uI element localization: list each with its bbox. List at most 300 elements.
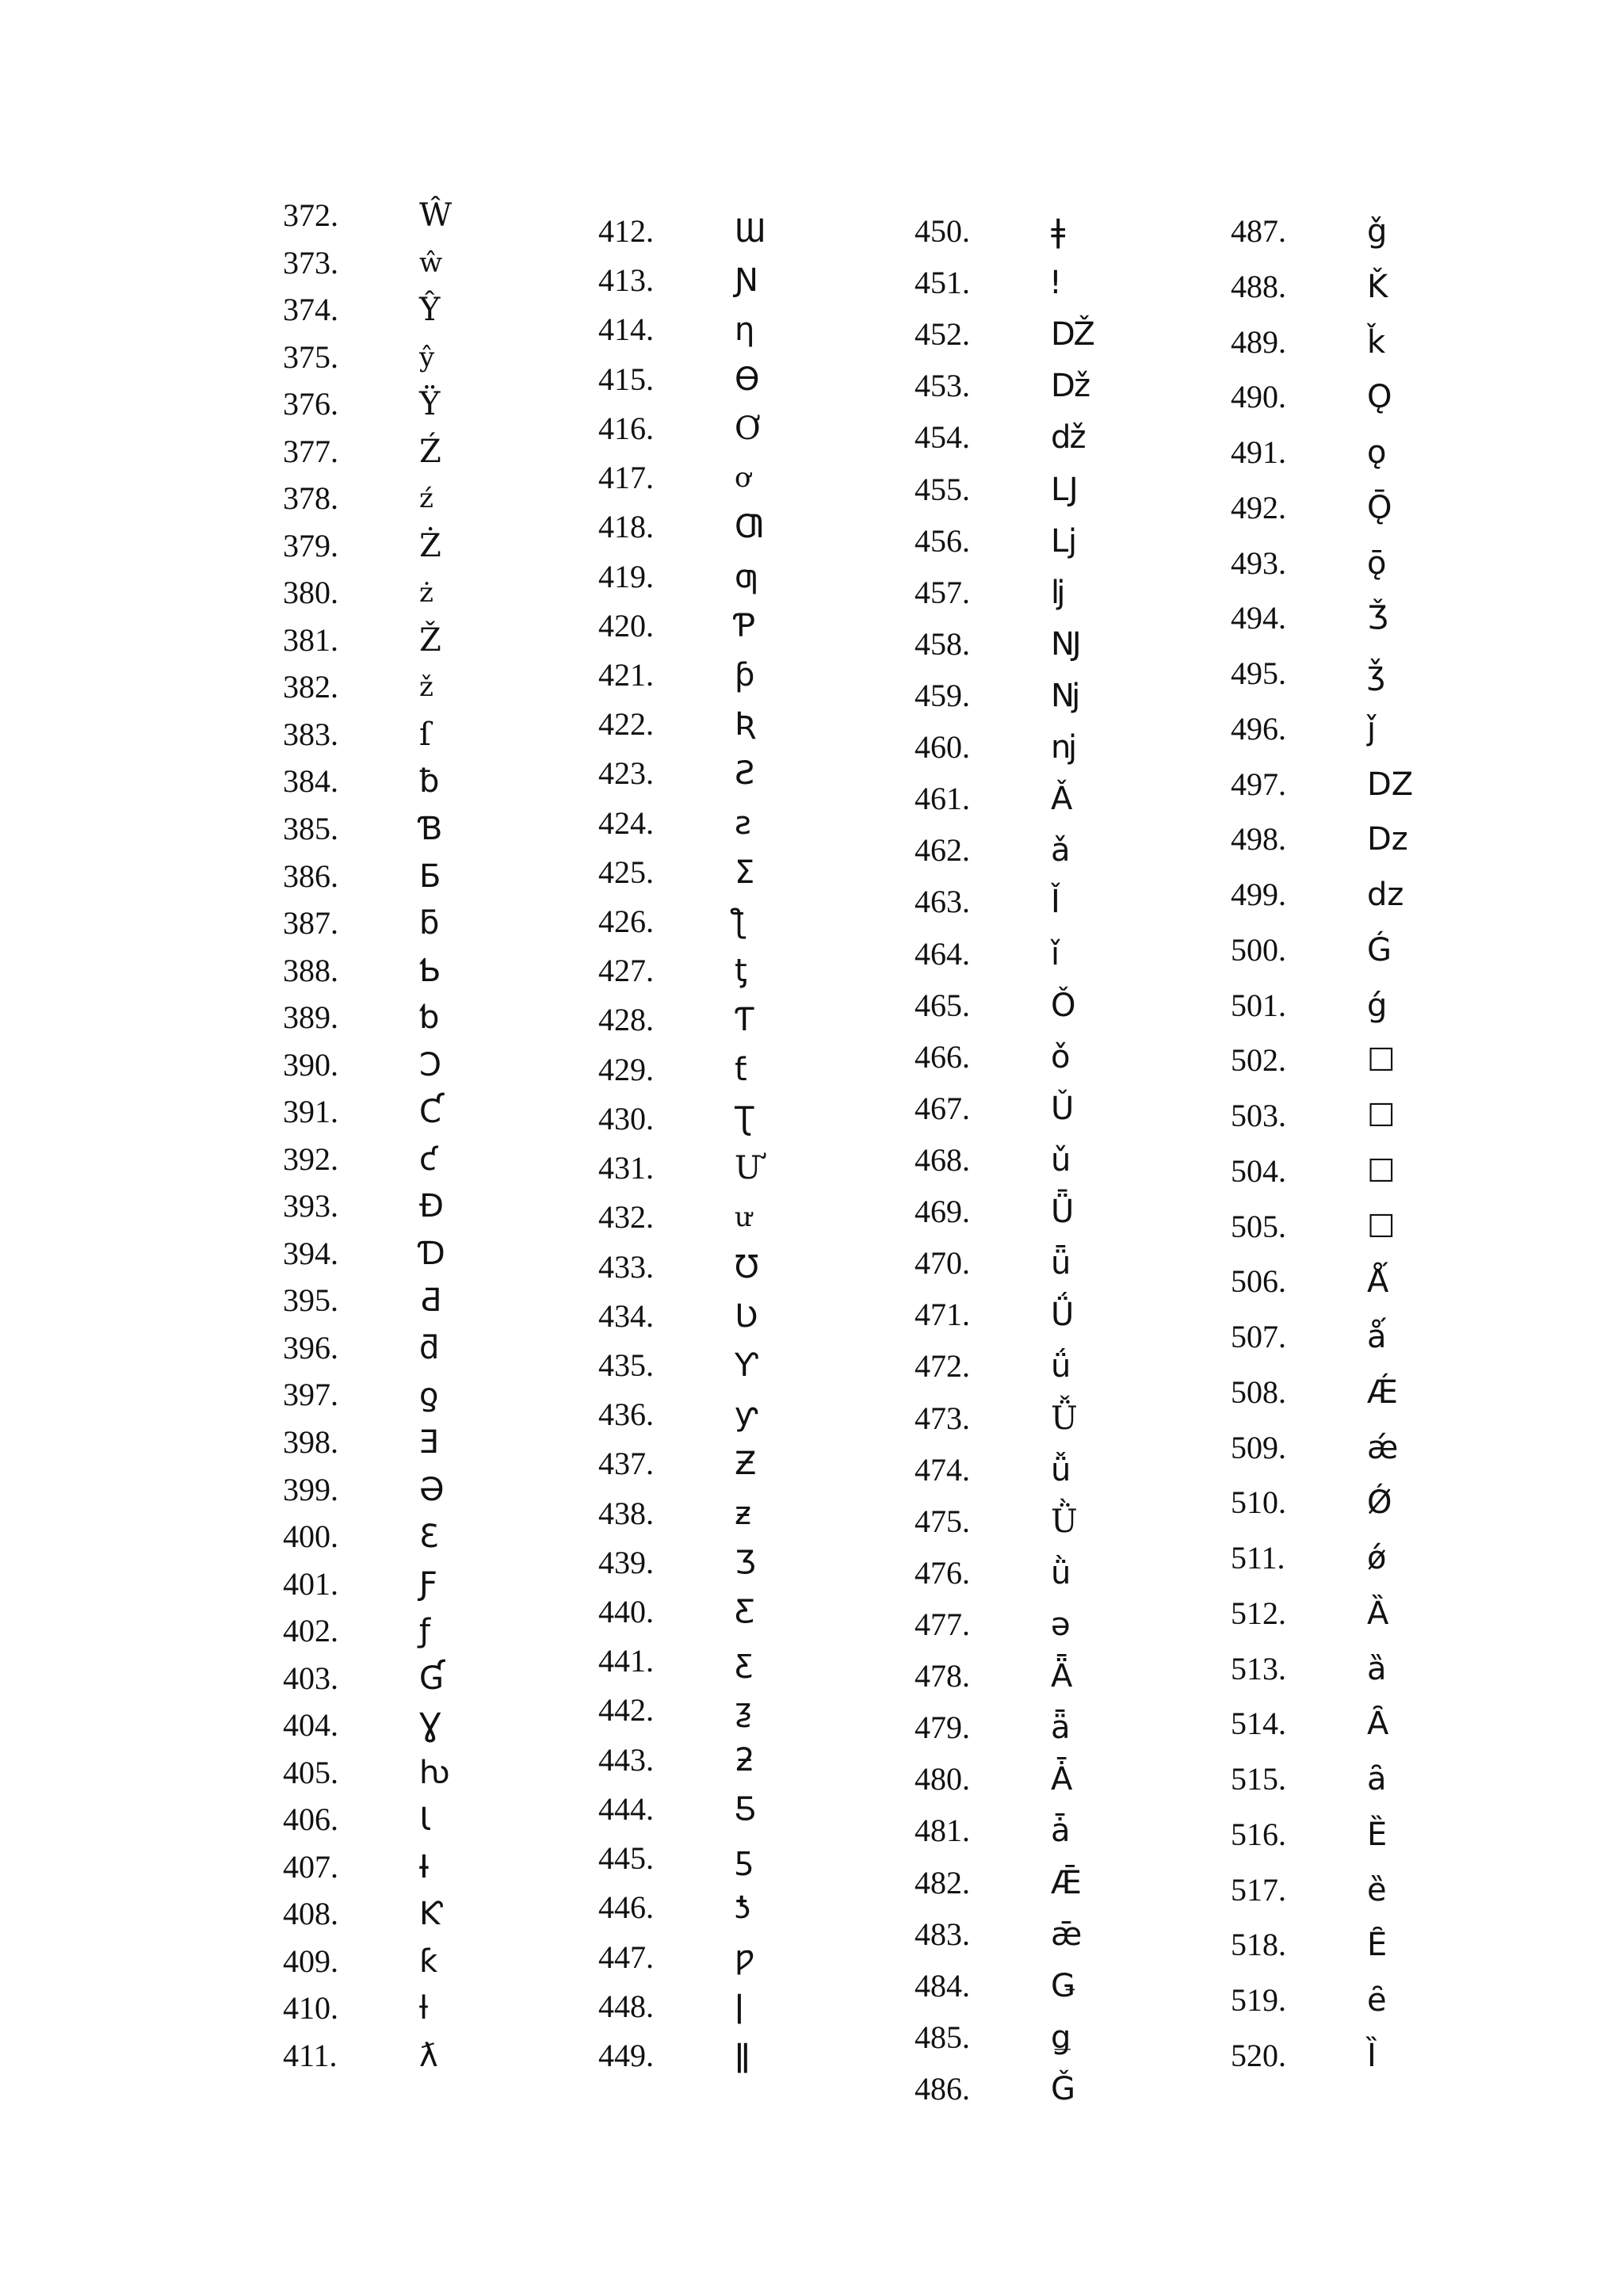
entry-number: 477.	[915, 1606, 970, 1642]
list-item	[283, 527, 600, 575]
entry-number: 434.	[598, 1298, 654, 1334]
entry-number: 480.	[915, 1761, 970, 1797]
list-item	[915, 1864, 1232, 1912]
entry-number: 518.	[1231, 1927, 1286, 1962]
list-item	[915, 1451, 1232, 1499]
entry-number: 423.	[598, 755, 654, 791]
entry-character: ☐	[1367, 1042, 1396, 1079]
entry-number: 463.	[915, 884, 970, 919]
entry-number: 382.	[283, 669, 338, 705]
list-item	[283, 1943, 600, 1990]
entry-character: Đ	[419, 1188, 444, 1224]
entry-number: 381.	[283, 622, 338, 658]
entry-number: 430.	[598, 1101, 654, 1137]
list-item	[598, 1544, 915, 1591]
list-item	[915, 728, 1232, 776]
entry-character: Ź	[419, 434, 441, 470]
list-item	[598, 1198, 915, 1246]
list-item	[1231, 1981, 1548, 2029]
entry-number: 452.	[915, 316, 970, 352]
entry-number: 380.	[283, 575, 338, 610]
entry-character: Ƌ	[419, 1282, 441, 1319]
entry-character: ǟ	[1051, 1710, 1071, 1746]
entry-number: 501.	[1231, 988, 1286, 1023]
list-item	[915, 1296, 1232, 1343]
list-item	[915, 1193, 1232, 1240]
list-item	[283, 574, 600, 621]
list-item	[1231, 1595, 1548, 1642]
entry-number: 494.	[1231, 600, 1286, 636]
entry-number: 484.	[915, 1968, 970, 2004]
list-item	[1231, 1484, 1548, 1531]
list-item	[915, 418, 1232, 466]
list-item	[1231, 1760, 1548, 1808]
entry-number: 455.	[915, 472, 970, 507]
list-item	[1231, 1373, 1548, 1421]
entry-character: Ɣ	[419, 1707, 441, 1744]
list-item	[598, 212, 915, 260]
entry-number: 453.	[915, 368, 970, 403]
list-item	[283, 1754, 600, 1801]
list-item	[283, 2037, 600, 2084]
list-item	[1231, 1705, 1548, 1752]
entry-character: Ɔ	[419, 1047, 442, 1083]
entry-character: Ż	[419, 528, 441, 564]
list-item	[915, 2070, 1232, 2118]
entry-number: 516.	[1231, 1817, 1286, 1852]
list-item	[915, 1038, 1232, 1086]
list-item	[915, 625, 1232, 673]
entry-character: Ȇ	[1367, 1927, 1388, 1963]
entry-number: 503.	[1231, 1098, 1286, 1133]
list-item	[915, 471, 1232, 518]
entry-number: 404.	[283, 1707, 338, 1743]
list-item	[283, 1235, 600, 1282]
entry-number: 429.	[598, 1052, 654, 1087]
list-item	[598, 459, 915, 506]
entry-character: ź	[419, 483, 433, 514]
entry-character: Ɲ	[735, 262, 758, 299]
entry-character: ǖ	[1051, 1245, 1071, 1282]
entry-number: 379.	[283, 528, 338, 563]
entry-number: 478.	[915, 1658, 970, 1694]
list-item	[915, 1812, 1232, 1859]
list-item	[598, 2037, 915, 2084]
entry-number: 426.	[598, 904, 654, 939]
entry-character: ǿ	[1367, 1540, 1387, 1576]
list-item	[283, 1895, 600, 1943]
entry-character: ƈ	[419, 1141, 437, 1178]
entry-character: Ǯ	[1367, 600, 1388, 636]
entry-character: Ɵ	[735, 361, 760, 398]
entry-character: ƒ	[419, 1613, 431, 1649]
entry-character: Ǧ	[1051, 2071, 1075, 2107]
entry-character: ǐ	[1051, 936, 1060, 972]
entry-character: Ʀ	[735, 706, 757, 743]
list-item	[1231, 1318, 1548, 1366]
table-column-1	[283, 0, 600, 2296]
entry-number: 499.	[1231, 877, 1286, 912]
entry-number: 459.	[915, 678, 970, 713]
entry-character: Ƴ	[735, 1347, 758, 1384]
list-item	[598, 1001, 915, 1049]
list-item	[1231, 655, 1548, 702]
list-item	[915, 1760, 1232, 1808]
entry-number: 392.	[283, 1141, 338, 1177]
entry-number: 406.	[283, 1801, 338, 1837]
entry-number: 461.	[915, 781, 970, 816]
entry-number: 462.	[915, 832, 970, 868]
entry-character: Ƈ	[419, 1094, 441, 1130]
entry-number: 440.	[598, 1594, 654, 1629]
entry-character: Ȉ	[1367, 2038, 1377, 2074]
entry-number: 471.	[915, 1297, 970, 1332]
list-item	[915, 987, 1232, 1034]
entry-character: Ɗ	[419, 1236, 445, 1272]
entry-number: 385.	[283, 811, 338, 846]
list-item	[598, 1593, 915, 1641]
list-item	[915, 574, 1232, 621]
entry-character: ƪ	[735, 904, 746, 940]
list-item	[1231, 212, 1548, 260]
entry-number: 449.	[598, 2038, 654, 2073]
entry-character: Ʊ	[735, 1249, 759, 1286]
list-item	[283, 197, 600, 244]
entry-character: Ǵ	[1367, 932, 1392, 968]
list-item	[1231, 710, 1548, 758]
entry-character: Ǘ	[1051, 1297, 1075, 1333]
list-item	[598, 1839, 915, 1887]
list-item	[598, 1149, 915, 1197]
entry-number: 415.	[598, 361, 654, 397]
entry-number: 418.	[598, 509, 654, 544]
entry-character: Ȃ	[1367, 1706, 1389, 1742]
list-item	[283, 1612, 600, 1660]
entry-number: 509.	[1231, 1430, 1286, 1465]
entry-character: Ƨ	[735, 755, 755, 792]
entry-character: Ɯ	[735, 213, 766, 250]
entry-number: 493.	[1231, 545, 1286, 581]
entry-character: ǭ	[1367, 545, 1387, 582]
entry-number: 482.	[915, 1865, 970, 1901]
list-item	[283, 1471, 600, 1519]
entry-character: ƶ	[735, 1496, 751, 1532]
entry-character: ƺ	[735, 1692, 751, 1729]
entry-number: 508.	[1231, 1374, 1286, 1410]
entry-character: ƍ	[419, 1377, 439, 1413]
entry-character: Ŵ	[419, 197, 453, 234]
entry-character: ǌ	[1051, 729, 1076, 766]
entry-number: 373.	[283, 245, 338, 281]
entry-character: ǚ	[1051, 1452, 1071, 1488]
entry-number: 424.	[598, 805, 654, 841]
list-item	[283, 291, 600, 338]
list-item	[283, 1706, 600, 1754]
list-item	[283, 433, 600, 480]
entry-number: 435.	[598, 1347, 654, 1383]
entry-character: ☐	[1367, 1098, 1396, 1134]
entry-character: Ɨ	[419, 1849, 429, 1885]
list-item	[1231, 2037, 1548, 2084]
list-item	[915, 2019, 1232, 2066]
entry-number: 401.	[283, 1566, 338, 1602]
list-item	[598, 1790, 915, 1838]
list-item	[915, 1090, 1232, 1137]
list-item	[1231, 1816, 1548, 1863]
entry-character: ǀ	[735, 1988, 744, 2025]
entry-character: ǆ	[1051, 419, 1088, 456]
entry-character: ƽ	[735, 1840, 754, 1877]
list-item	[1231, 1208, 1548, 1255]
entry-character: ƿ	[735, 1939, 755, 1976]
entry-character: ǧ	[1367, 213, 1388, 250]
list-item	[283, 338, 600, 386]
entry-number: 507.	[1231, 1319, 1286, 1354]
entry-character: ǥ	[1051, 2019, 1071, 2056]
list-item	[283, 1187, 600, 1235]
entry-character: Ȅ	[1367, 1817, 1388, 1853]
list-item	[1231, 378, 1548, 426]
entry-number: 377.	[283, 434, 338, 469]
entry-character: Ǜ	[1051, 1503, 1078, 1540]
entry-character: ǫ	[1367, 434, 1387, 471]
list-item	[1231, 544, 1548, 592]
list-item	[1231, 1539, 1548, 1587]
entry-number: 419.	[598, 559, 654, 594]
list-item	[915, 1657, 1232, 1705]
entry-character: ǽ	[1367, 1430, 1399, 1466]
list-item	[915, 677, 1232, 724]
entry-character: Ƙ	[419, 1896, 443, 1932]
list-item	[283, 385, 600, 433]
entry-character: Ǩ	[1367, 269, 1388, 305]
entry-character: ǜ	[1051, 1555, 1071, 1591]
entry-number: 488.	[1231, 269, 1286, 304]
entry-character: Ə	[419, 1472, 445, 1508]
list-item	[915, 1141, 1232, 1189]
entry-character: DZ	[1367, 766, 1414, 803]
entry-number: 421.	[598, 657, 654, 693]
entry-number: 502.	[1231, 1042, 1286, 1078]
list-item	[1231, 931, 1548, 979]
entry-number: 454.	[915, 419, 970, 455]
entry-number: 394.	[283, 1236, 338, 1271]
entry-character: ȃ	[1367, 1761, 1387, 1797]
entry-character: Ǣ	[1051, 1865, 1082, 1901]
list-item	[283, 810, 600, 858]
entry-character: Ƥ	[735, 608, 756, 644]
entry-character: ƥ	[735, 657, 755, 693]
entry-number: 447.	[598, 1939, 654, 1975]
entry-character: Ƶ	[735, 1446, 757, 1482]
list-item	[915, 1400, 1232, 1447]
entry-character: ƀ	[419, 763, 440, 800]
entry-number: 408.	[283, 1896, 338, 1931]
list-item	[283, 668, 600, 716]
entry-number: 427.	[598, 953, 654, 988]
entry-character: ƙ	[419, 1943, 438, 1980]
entry-character: Dz	[1367, 821, 1408, 858]
entry-number: 504.	[1231, 1153, 1286, 1189]
entry-number: 387.	[283, 905, 338, 941]
entry-character: ž	[419, 671, 433, 703]
entry-character: Ǎ	[1051, 781, 1073, 817]
list-item	[283, 1848, 600, 1896]
entry-character: Ɛ	[419, 1519, 439, 1555]
entry-character: ƃ	[419, 905, 440, 942]
entry-number: 515.	[1231, 1761, 1286, 1797]
list-item	[1231, 1429, 1548, 1477]
entry-number: 420.	[598, 608, 654, 644]
list-item	[915, 935, 1232, 983]
list-item	[283, 1565, 600, 1613]
entry-number: 403.	[283, 1660, 338, 1696]
list-item	[283, 479, 600, 527]
list-item	[283, 1518, 600, 1565]
entry-character: ƹ	[735, 1643, 754, 1679]
entry-number: 384.	[283, 763, 338, 799]
list-item	[598, 607, 915, 655]
entry-number: 441.	[598, 1643, 654, 1679]
entry-number: 414.	[598, 311, 654, 347]
entry-number: 510.	[1231, 1484, 1286, 1520]
entry-number: 448.	[598, 1988, 654, 2024]
list-item	[598, 952, 915, 999]
list-item	[598, 1939, 915, 1986]
entry-number: 443.	[598, 1742, 654, 1778]
entry-number: 395.	[283, 1282, 338, 1318]
list-item	[915, 1916, 1232, 1963]
entry-number: 393.	[283, 1188, 338, 1224]
entry-number: 397.	[283, 1377, 338, 1412]
list-item	[915, 1503, 1232, 1550]
entry-number: 511.	[1231, 1540, 1285, 1576]
entry-character: ƕ	[419, 1755, 451, 1791]
list-item	[283, 952, 600, 999]
list-item	[283, 1282, 600, 1329]
entry-character: ǝ	[1051, 1606, 1071, 1643]
entry-character: Ǆ	[1051, 316, 1096, 353]
entry-number: 396.	[283, 1330, 338, 1366]
entry-number: 437.	[598, 1446, 654, 1481]
list-item	[283, 858, 600, 905]
entry-number: 519.	[1231, 1982, 1286, 2018]
entry-number: 409.	[283, 1943, 338, 1979]
table-column-2	[598, 0, 915, 2296]
entry-number: 407.	[283, 1849, 338, 1885]
list-item	[1231, 876, 1548, 923]
list-item	[1231, 1926, 1548, 1973]
entry-number: 487.	[1231, 213, 1286, 249]
entry-character: ƾ	[735, 1889, 751, 1926]
entry-number: 513.	[1231, 1651, 1286, 1687]
entry-character: Ơ	[735, 411, 761, 447]
entry-character: ư	[735, 1201, 752, 1233]
entry-number: 520.	[1231, 2038, 1286, 2073]
entry-number: 412.	[598, 213, 654, 249]
entry-character: ƞ	[735, 311, 755, 348]
list-item	[283, 621, 600, 669]
entry-number: 378.	[283, 480, 338, 516]
entry-character: Ƹ	[735, 1594, 756, 1630]
list-item	[598, 361, 915, 408]
list-item	[1231, 1097, 1548, 1144]
entry-character: Ǡ	[1051, 1761, 1073, 1797]
list-item	[598, 1889, 915, 1936]
entry-number: 428.	[598, 1002, 654, 1037]
entry-character: Ǭ	[1367, 490, 1392, 526]
entry-number: 444.	[598, 1791, 654, 1827]
entry-number: 517.	[1231, 1872, 1286, 1908]
entry-character: ☐	[1367, 1209, 1396, 1245]
entry-number: 422.	[598, 706, 654, 742]
entry-character: Ž	[419, 622, 441, 659]
entry-number: 388.	[283, 953, 338, 988]
entry-character: Ʈ	[735, 1101, 754, 1137]
entry-character: Ǽ	[1367, 1374, 1398, 1411]
entry-number: 456.	[915, 523, 970, 559]
list-item	[915, 883, 1232, 930]
entry-number: 512.	[1231, 1595, 1286, 1631]
entry-number: 405.	[283, 1755, 338, 1790]
entry-character: Ǉ	[1051, 472, 1078, 508]
list-item	[283, 1140, 600, 1188]
entry-number: 496.	[1231, 711, 1286, 747]
list-item	[1231, 268, 1548, 315]
list-item	[598, 1642, 915, 1690]
list-item	[915, 1709, 1232, 1756]
entry-number: 468.	[915, 1142, 970, 1178]
entry-number: 475.	[915, 1503, 970, 1539]
list-item	[598, 1691, 915, 1739]
list-item	[598, 558, 915, 606]
entry-number: 492.	[1231, 490, 1286, 525]
entry-character: ƣ	[735, 559, 759, 595]
entry-number: 479.	[915, 1710, 970, 1745]
entry-number: 465.	[915, 988, 970, 1023]
entry-character: ǻ	[1367, 1319, 1387, 1355]
entry-number: 486.	[915, 2071, 970, 2107]
entry-number: 450.	[915, 213, 970, 249]
entry-character: Ǿ	[1367, 1484, 1392, 1521]
entry-character: Ƃ	[419, 858, 441, 895]
list-item	[598, 804, 915, 852]
entry-number: 416.	[598, 411, 654, 446]
list-item	[1231, 766, 1548, 813]
entry-character: Ư	[735, 1150, 762, 1186]
entry-character: ƻ	[735, 1742, 755, 1778]
list-item	[915, 264, 1232, 311]
entry-character: Ǐ	[1051, 884, 1060, 920]
list-item	[598, 410, 915, 457]
entry-character: Ǻ	[1367, 1263, 1389, 1300]
list-item	[598, 1100, 915, 1148]
entry-character: ſ	[419, 716, 431, 753]
entry-number: 383.	[283, 716, 338, 752]
entry-character: Ǔ	[1051, 1091, 1075, 1127]
entry-number: 476.	[915, 1555, 970, 1591]
entry-character: ǘ	[1051, 1348, 1071, 1385]
entry-number: 386.	[283, 858, 338, 894]
list-item	[283, 1093, 600, 1140]
list-item	[1231, 1263, 1548, 1310]
list-item	[283, 716, 600, 763]
entry-character: ƫ	[735, 953, 747, 989]
entry-number: 514.	[1231, 1706, 1286, 1741]
entry-number: 451.	[915, 265, 970, 300]
entry-character: Ɓ	[419, 811, 443, 847]
entry-character: ǣ	[1051, 1916, 1083, 1953]
